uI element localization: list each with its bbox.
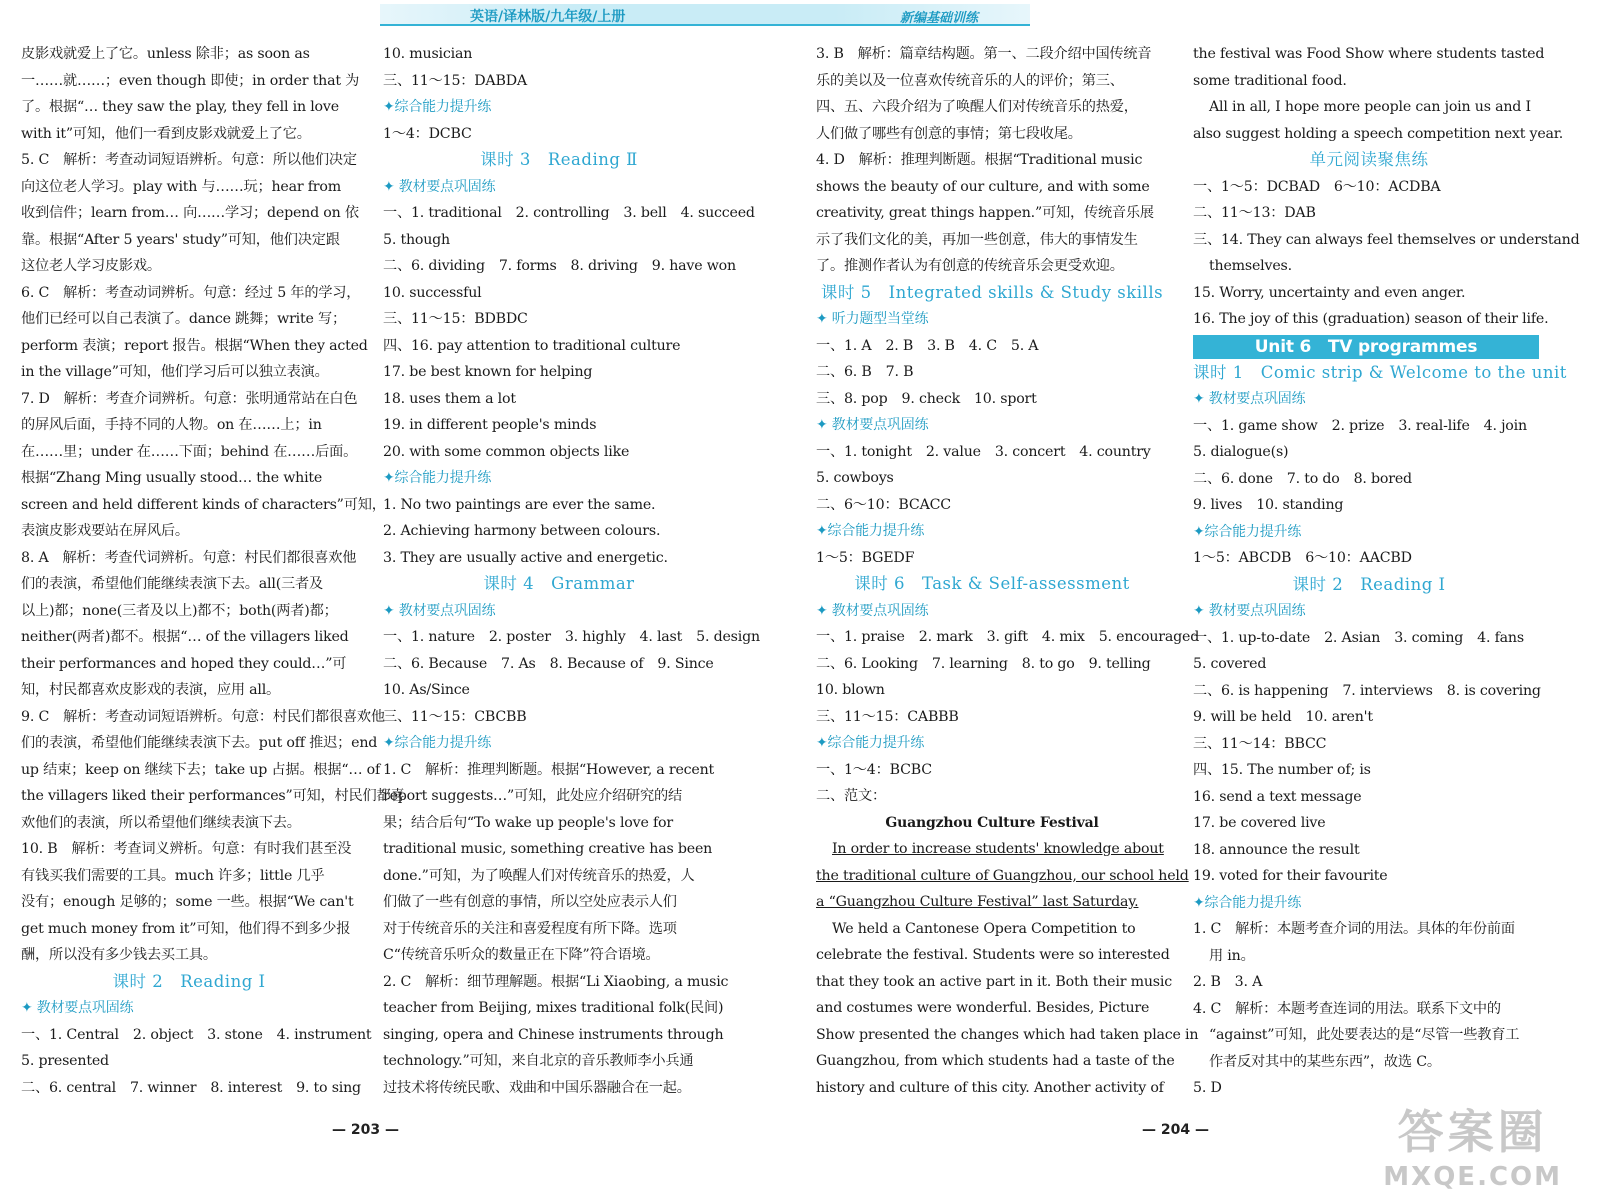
answer-line: 7. D 解析：考查介词辨析。句意：张明通常站在白色 bbox=[21, 390, 358, 407]
answer-line: 9. C 解析：考查动词短语辨析。句意：村民们都很喜欢他 bbox=[21, 708, 385, 725]
answer-line: 16. The joy of this (graduation) season of their life. bbox=[1193, 311, 1549, 327]
answer-line: 三、11～14：BBCC bbox=[1193, 735, 1327, 752]
page-number-right: — 204 — bbox=[1142, 1122, 1209, 1138]
answer-line: 这位老人学习皮影戏。 bbox=[21, 258, 161, 274]
answer-line: perform 表演；report 报告。根据“When they acted bbox=[21, 337, 368, 354]
answer-line: 2. C 解析：细节理解题。根据“Li Xiaobing, a music bbox=[383, 973, 729, 990]
column-1 bbox=[21, 41, 405, 1101]
answer-line: 10. successful bbox=[383, 284, 482, 301]
answer-line: 1～4：DCBC bbox=[383, 125, 472, 142]
answer-line: 一、1. nature 2. poster 3. highly 4. last 5. design bbox=[383, 629, 760, 645]
answer-line: 一、1. game show 2. prize 3. real-life 4. join bbox=[1193, 417, 1527, 434]
answer-line: in the village”可知，他们学习后可以独立表演。 bbox=[21, 364, 329, 380]
answer-line: 二、11～13：DAB bbox=[1193, 205, 1316, 221]
answer-line: technology.”可知，来自北京的音乐教师李小兵通 bbox=[383, 1053, 694, 1069]
answer-line: 1. No two paintings are ever the same. bbox=[383, 496, 656, 513]
answer-line: 二、6～10：BCACC bbox=[816, 496, 951, 513]
answer-line: 5. C 解析：考查动词短语辨析。句意：所以他们决定 bbox=[21, 152, 357, 168]
essay-line: a “Guangzhou Culture Festival” last Saturday. bbox=[816, 894, 1139, 910]
answer-line: 三、14. They can always feel themselves or understand bbox=[1193, 231, 1580, 248]
answer-line: 15. Worry, uncertainty and even anger. bbox=[1193, 284, 1466, 301]
answer-line: C“传统音乐听众的数量正在下降”符合语境。 bbox=[383, 947, 660, 963]
answer-line: 果；结合后句“To wake up people's love for bbox=[383, 814, 673, 831]
section-heading: ✦综合能力提升练 bbox=[383, 470, 492, 486]
answer-line: 根据“Zhang Ming usually stood… the white bbox=[21, 470, 323, 486]
answer-line: 5. dialogue(s) bbox=[1193, 444, 1289, 460]
answer-line: 2. Achieving harmony between colours. bbox=[383, 523, 661, 539]
answer-line: “against”可知，此处要表达的是“尽管一些教育工 bbox=[1209, 1027, 1520, 1043]
answer-line: 5. D bbox=[1193, 1080, 1222, 1096]
lesson-heading: 课时 2 Reading Ⅰ bbox=[112, 971, 266, 991]
answer-line: 们的表演，希望他们能继续表演下去。all(三者及 bbox=[21, 576, 324, 592]
answer-line: 1～5：BGEDF bbox=[816, 549, 915, 566]
answer-line: 用 in。 bbox=[1209, 947, 1255, 964]
answer-line: 17. be best known for helping bbox=[383, 364, 593, 380]
answer-line: 5. cowboys bbox=[816, 470, 894, 486]
section-heading: ✦综合能力提升练 bbox=[1193, 894, 1302, 911]
answer-line: 一、1. tonight 2. value 3. concert 4. country bbox=[816, 443, 1151, 460]
essay-line: All in all, I hope more people can join us and I bbox=[1209, 99, 1531, 115]
answer-line: 二、6. dividing 7. forms 8. driving 9. have won bbox=[383, 258, 736, 274]
answer-line: 18. announce the result bbox=[1193, 841, 1360, 858]
series-title: 新编基础训练 bbox=[900, 11, 979, 26]
answer-line: 17. be covered live bbox=[1193, 815, 1326, 831]
answer-line: 们的表演，希望他们能继续表演下去。put off 推迟；end bbox=[21, 735, 378, 751]
section-heading: ✦综合能力提升练 bbox=[816, 735, 925, 751]
answer-line: 16. send a text message bbox=[1193, 788, 1362, 805]
answer-line: 1. C 解析：推理判断题。根据“However, a recent bbox=[383, 761, 715, 778]
answer-line: themselves. bbox=[1209, 258, 1292, 274]
answer-line: 二、6. done 7. to do 8. bored bbox=[1193, 470, 1412, 487]
answer-line: 一、1～4：BCBC bbox=[816, 761, 932, 778]
answer-line: 向这位老人学习。play with 与……玩；hear from bbox=[21, 178, 341, 195]
section-heading: ✦ 教材要点巩固练 bbox=[21, 1000, 134, 1016]
answer-line: 3. They are usually active and energetic. bbox=[383, 549, 668, 566]
answer-line: done.”可知，为了唤醒人们对传统音乐的热爱，人 bbox=[383, 867, 695, 884]
answer-line: 一、1. A 2. B 3. B 4. C 5. A bbox=[816, 337, 1039, 354]
answer-line: 他们已经可以自己表演了。dance 跳舞；write 写； bbox=[21, 311, 346, 327]
answer-line: up 结束；keep on 继续下去；take up 占据。根据“… of bbox=[21, 761, 381, 778]
answer-line: 三、11～15：DABDA bbox=[383, 72, 527, 89]
unit-banner: Unit 6 TV programmes bbox=[1193, 335, 1539, 359]
answer-line: 二、范文： bbox=[816, 788, 886, 804]
answer-line: 乐的美以及一位喜欢传统音乐的人的评价；第三、 bbox=[816, 72, 1124, 89]
answer-line: 1. C 解析：本题考查介词的用法。具体的年份前面 bbox=[1193, 921, 1515, 937]
answer-line: 9. lives 10. standing bbox=[1193, 497, 1344, 513]
answer-line: 5. though bbox=[383, 231, 450, 248]
answer-line: 一、1. up-to-date 2. Asian 3. coming 4. fans bbox=[1193, 629, 1524, 646]
answer-line: 四、五、六段介绍为了唤醒人们对传统音乐的热爱， bbox=[816, 99, 1138, 115]
answer-line: 人们做了哪些有创意的事情；第七段收尾。 bbox=[816, 125, 1082, 142]
essay-title: Guangzhou Culture Festival bbox=[885, 814, 1099, 831]
answer-line: 一、1. Central 2. object 3. stone 4. instrument bbox=[21, 1026, 372, 1043]
answer-line: 了。推测作者认为有创意的传统音乐会更受欢迎。 bbox=[816, 258, 1124, 274]
answer-line: 了。根据“… they saw the play, they fell in love bbox=[21, 99, 339, 115]
answer-line: their performances and hoped they could…”可 bbox=[21, 655, 347, 672]
section-heading: ✦综合能力提升练 bbox=[383, 735, 492, 751]
book-title: 英语/译林版/九年级/上册 bbox=[470, 9, 626, 25]
answer-line: with it”可知，他们一看到皮影戏就爱上了它。 bbox=[21, 125, 311, 142]
essay-line: In order to increase students' knowledge about bbox=[832, 841, 1164, 857]
answer-line: 示了我们文化的美，再加一些创意，伟大的事情发生 bbox=[816, 231, 1138, 248]
answer-line: 们做了一些有创意的事情，所以空处应表示人们 bbox=[383, 894, 677, 910]
answer-line: 欢他们的表演，所以希望他们继续表演下去。 bbox=[21, 814, 301, 831]
answer-line: 二、6. is happening 7. interviews 8. is covering bbox=[1193, 682, 1541, 699]
essay-line: celebrate the festival. Students were so interested bbox=[816, 947, 1170, 963]
answer-line: 一、1. praise 2. mark 3. gift 4. mix 5. encouraged bbox=[816, 629, 1200, 645]
section-heading: ✦综合能力提升练 bbox=[816, 523, 925, 539]
answer-line: 10. As/Since bbox=[383, 682, 470, 698]
essay-line: We held a Cantonese Opera Competition to bbox=[832, 920, 1136, 937]
answer-line: 一、1～5：DCBAD 6～10：ACDBA bbox=[1193, 178, 1441, 195]
section-heading: ✦ 教材要点巩固练 bbox=[383, 602, 496, 619]
answer-line: 8. A 解析：考查代词辨析。句意：村民们都很喜欢他 bbox=[21, 549, 357, 566]
answer-line: 收到信件；learn from… 向……学习；depend on 依 bbox=[21, 205, 359, 221]
answer-line: 10. musician bbox=[383, 46, 473, 62]
section-heading: ✦ 教材要点巩固练 bbox=[816, 602, 929, 619]
answer-line: 18. uses them a lot bbox=[383, 390, 516, 407]
column-4 bbox=[1193, 41, 1580, 1102]
section-heading: ✦ 教材要点巩固练 bbox=[383, 178, 496, 195]
section-heading: ✦ 教材要点巩固练 bbox=[816, 417, 929, 433]
section-heading: ✦综合能力提升练 bbox=[1193, 523, 1302, 540]
watermark-url: MXQE.COM bbox=[1383, 1162, 1562, 1192]
answer-line: 三、8. pop 9. check 10. sport bbox=[816, 390, 1037, 407]
essay-line: Guangzhou, from which students had a taste of the bbox=[816, 1053, 1175, 1069]
answer-line: 三、11～15：BDBDC bbox=[383, 311, 528, 327]
answer-line: 没有；enough 足够的；some 一些。根据“We can't bbox=[21, 894, 354, 910]
answer-line: 二、6. Because 7. As 8. Because of 9. Since bbox=[383, 655, 714, 672]
lesson-heading: 单元阅读聚焦练 bbox=[1309, 150, 1429, 169]
answer-line: 四、15. The number of; is bbox=[1193, 762, 1371, 778]
column-3 bbox=[816, 41, 1200, 1101]
answer-line: 的屏风后面，手持不同的人物。on 在……上；in bbox=[21, 417, 322, 433]
lesson-heading: 课时 5 Integrated skills & Study skills bbox=[820, 282, 1164, 302]
page-number-left: — 203 — bbox=[332, 1122, 399, 1138]
section-heading: ✦ 听力题型当堂练 bbox=[816, 311, 929, 327]
answer-line: 有钱买我们需要的工具。much 许多；little 几乎 bbox=[21, 867, 325, 884]
lesson-heading: 课时 4 Grammar bbox=[483, 574, 635, 593]
answer-line: 在……里；under 在……下面；behind 在……后面。 bbox=[21, 443, 358, 460]
answer-line: 二、6. B 7. B bbox=[816, 364, 914, 380]
answer-line: 10. blown bbox=[816, 682, 885, 698]
answer-line: 2. B 3. A bbox=[1193, 974, 1263, 990]
answer-line: 一……就……；even though 即使；in order that 为 bbox=[21, 72, 360, 89]
answer-line: 皮影戏就爱上了它。unless 除非；as soon as bbox=[21, 46, 310, 62]
answer-line: 4. C 解析：本题考查连词的用法。联系下文中的 bbox=[1193, 1000, 1501, 1017]
answer-line: singing, opera and Chinese instruments through bbox=[383, 1026, 724, 1043]
section-heading: ✦ 教材要点巩固练 bbox=[1193, 391, 1306, 407]
answer-line: 1～5：ABCDB 6～10：AACBD bbox=[1193, 550, 1412, 566]
essay-line: some traditional food. bbox=[1193, 72, 1347, 89]
answer-line: 3. B 解析：篇章结构题。第一、二段介绍中国传统音 bbox=[816, 46, 1152, 62]
answer-line: 19. voted for their favourite bbox=[1193, 868, 1388, 884]
answer-line: 二、6. Looking 7. learning 8. to go 9. telling bbox=[816, 655, 1151, 672]
section-heading: ✦ 教材要点巩固练 bbox=[1193, 603, 1306, 619]
page-header-banner bbox=[380, 4, 1030, 26]
answer-line: 四、16. pay attention to traditional culture bbox=[383, 337, 681, 354]
answer-line: 5. covered bbox=[1193, 656, 1267, 672]
answer-line: shows the beauty of our culture, and with some bbox=[816, 178, 1150, 195]
answer-line: creativity, great things happen.”可知，传统音乐展 bbox=[816, 205, 1154, 221]
watermark-text: 答案圈 bbox=[1397, 1105, 1548, 1159]
answer-line: 5. presented bbox=[21, 1053, 109, 1069]
answer-line: 表演皮影戏要站在屏风后。 bbox=[21, 523, 189, 539]
answer-line: neither(两者)都不。根据“… of the villagers liked bbox=[21, 629, 349, 645]
answer-line: 9. will be held 10. aren't bbox=[1193, 709, 1373, 725]
answer-line: 以上)都；none(三者及以上)都不；both(两者)都； bbox=[21, 602, 338, 619]
lesson-heading: 课时 3 Reading Ⅱ bbox=[480, 150, 638, 169]
answer-line: traditional music, something creative has been bbox=[383, 841, 713, 857]
answer-line: 对于传统音乐的关注和喜爱程度有所下降。选项 bbox=[383, 920, 677, 937]
answer-line: 三、11～15：CBCBB bbox=[383, 708, 527, 725]
essay-line: history and culture of this city. Another activity of bbox=[816, 1079, 1164, 1096]
answer-line: 20. with some common objects like bbox=[383, 443, 630, 460]
answer-line: 酬，所以没有多少钱去买工具。 bbox=[21, 947, 217, 963]
essay-line: and costumes were wonderful. Besides, Picture bbox=[816, 1000, 1150, 1016]
essay-line: Show presented the changes which had taken place in bbox=[816, 1026, 1199, 1043]
answer-line: 一、1. traditional 2. controlling 3. bell 4. succeed bbox=[383, 205, 755, 221]
answer-line: 知，村民都喜欢皮影戏的表演，应用 all。 bbox=[21, 682, 281, 698]
essay-line: also suggest holding a speech competition next year. bbox=[1193, 125, 1564, 142]
answer-line: 10. B 解析：考查词义辨析。句意：有时我们甚至没 bbox=[21, 841, 352, 857]
column-2 bbox=[383, 41, 760, 1101]
essay-line: the festival was Food Show where students tasted bbox=[1193, 46, 1545, 62]
answer-line: 三、11～15：CABBB bbox=[816, 708, 959, 725]
answer-line: 4. D 解析：推理判断题。根据“Traditional music bbox=[816, 152, 1143, 168]
answer-line: screen and held different kinds of characters”可知， bbox=[21, 496, 386, 513]
watermark-logo bbox=[1383, 1096, 1562, 1192]
essay-line: that they took an active part in it. Both their music bbox=[816, 973, 1172, 990]
answer-line: the villagers liked their performances”可知，村民们都喜 bbox=[21, 788, 405, 804]
answer-line: 19. in different people's minds bbox=[383, 417, 597, 433]
answer-line: report suggests…”可知，此处应介绍研究的结 bbox=[383, 788, 682, 804]
lesson-heading: 课时 2 Reading Ⅰ bbox=[1292, 574, 1446, 594]
answer-line: 6. C 解析：考查动词辨析。句意：经过 5 年的学习， bbox=[21, 284, 361, 301]
section-heading: ✦综合能力提升练 bbox=[383, 99, 492, 115]
answer-line: 二、6. central 7. winner 8. interest 9. to sing bbox=[21, 1079, 361, 1096]
answer-line: 靠。根据“After 5 years' study”可知，他们决定跟 bbox=[21, 231, 340, 248]
answer-line: teacher from Beijing, mixes traditional folk(民间) bbox=[383, 1000, 724, 1016]
lesson-heading: 课时 1 Comic strip & Welcome to the unit bbox=[1193, 362, 1567, 382]
answer-line: 过技术将传统民歌、戏曲和中国乐器融合在一起。 bbox=[383, 1079, 691, 1096]
lesson-heading: 课时 6 Task & Self-assessment bbox=[854, 574, 1130, 593]
answer-line: 作者反对其中的某些东西”，故选 C。 bbox=[1209, 1053, 1441, 1070]
answer-line: get much money from it”可知，他们得不到多少报 bbox=[21, 920, 351, 937]
essay-line: the traditional culture of Guangzhou, our school held bbox=[816, 867, 1189, 884]
